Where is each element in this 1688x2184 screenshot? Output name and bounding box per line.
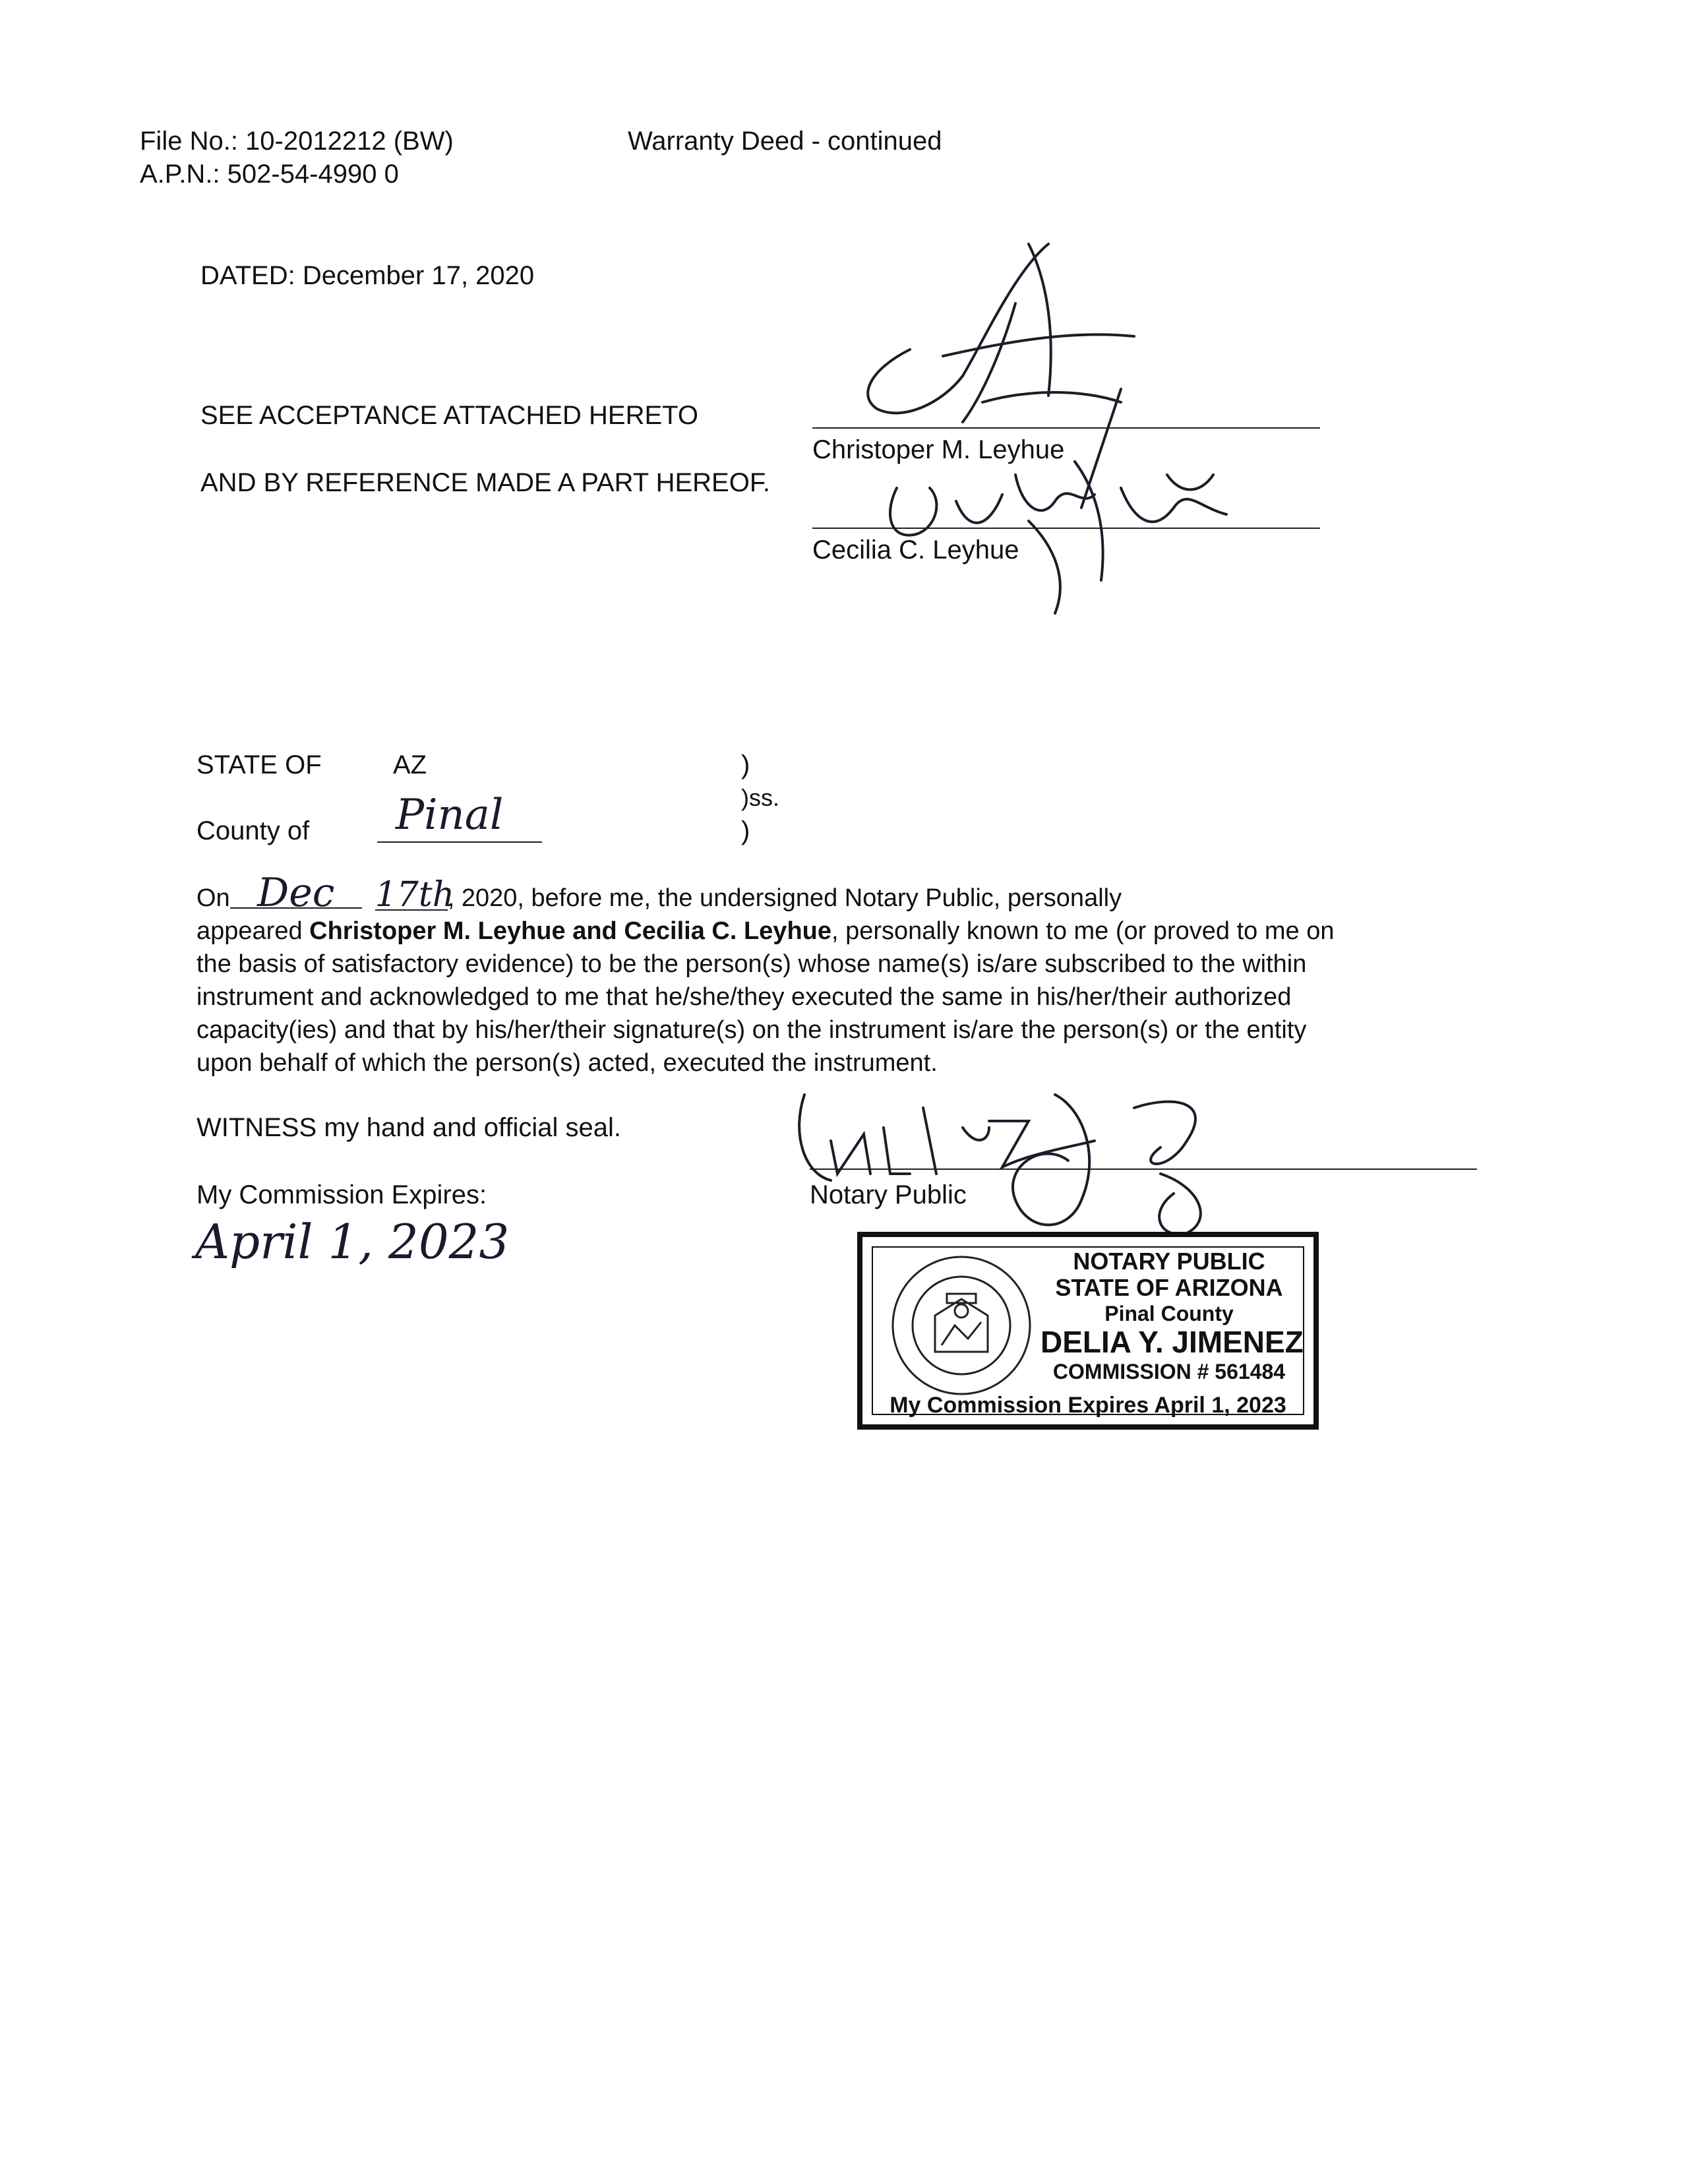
ack-line-4: instrument and acknowledged to me that he/she/they executed the same in his/her/their authorized xyxy=(196,983,1292,1011)
ack-signer-names: Christoper M. Leyhue and Cecilia C. Leyhue xyxy=(309,917,831,945)
ack-line-3: the basis of satisfactory evidence) to be the person(s) whose name(s) is/are subscribed to the within xyxy=(196,950,1307,978)
document-title: Warranty Deed - continued xyxy=(628,127,942,156)
arizona-state-seal xyxy=(889,1253,1034,1398)
stamp-line-1: NOTARY PUBLIC xyxy=(1073,1248,1265,1275)
ack-line-6: upon behalf of which the person(s) acted, executed the instrument. xyxy=(196,1049,938,1077)
acceptance-line-1: SEE ACCEPTANCE ATTACHED HERETO xyxy=(200,401,698,430)
county-value: Pinal xyxy=(396,791,504,839)
ack-line-1-rest: , 2020, before me, the undersigned Notary Public, personally xyxy=(447,884,1122,912)
county-label: County of xyxy=(196,816,310,845)
state-value: AZ xyxy=(393,750,427,779)
county-underline xyxy=(377,841,542,843)
state-label: STATE OF xyxy=(196,750,322,779)
stamp-line-3: Pinal County xyxy=(1104,1302,1234,1325)
witness-line: WITNESS my hand and official seal. xyxy=(196,1113,621,1142)
notary-public-label: Notary Public xyxy=(810,1180,967,1209)
stamp-commission-expiry: My Commission Expires April 1, 2023 xyxy=(889,1393,1286,1418)
stamp-line-2: STATE OF ARIZONA xyxy=(1055,1274,1283,1301)
acceptance-line-2: AND BY REFERENCE MADE A PART HEREOF. xyxy=(200,468,770,497)
signer-1-name: Christoper M. Leyhue xyxy=(812,435,1065,464)
ack-on-label: On xyxy=(196,884,230,912)
bracket-ss: )ss. xyxy=(741,784,779,811)
stamp-notary-name: DELIA Y. JIMENEZ xyxy=(1040,1325,1304,1359)
apn-number: A.P.N.: 502-54-4990 0 xyxy=(140,160,399,189)
dated-line: DATED: December 17, 2020 xyxy=(200,261,535,290)
file-number: File No.: 10-2012212 (BW) xyxy=(140,127,454,156)
ack-line-5: capacity(ies) and that by his/her/their signature(s) on the instrument is/are the person(s) or the entity xyxy=(196,1016,1307,1044)
ack-month: Dec xyxy=(230,878,362,909)
commission-label: My Commission Expires: xyxy=(196,1180,487,1209)
ack-line-1 xyxy=(196,870,1489,916)
signature-cecilia xyxy=(857,448,1292,620)
ack-day: 17th xyxy=(375,875,455,915)
ack-line-2 xyxy=(196,915,1489,948)
bracket-bottom: ) xyxy=(741,816,750,845)
ack-line-2-pre: appeared xyxy=(196,917,310,945)
notary-stamp xyxy=(857,1232,1319,1430)
signer-2-name: Cecilia C. Leyhue xyxy=(812,535,1019,564)
commission-handwritten-date: April 1, 2023 xyxy=(195,1214,510,1269)
bracket-top: ) xyxy=(741,750,750,779)
acknowledgment-paragraph xyxy=(196,870,1489,1079)
signature-notary xyxy=(791,1068,1253,1240)
ack-line-2-post: , personally known to me (or proved to me on xyxy=(831,917,1335,945)
stamp-commission-number: COMMISSION # 561484 xyxy=(1052,1360,1286,1383)
